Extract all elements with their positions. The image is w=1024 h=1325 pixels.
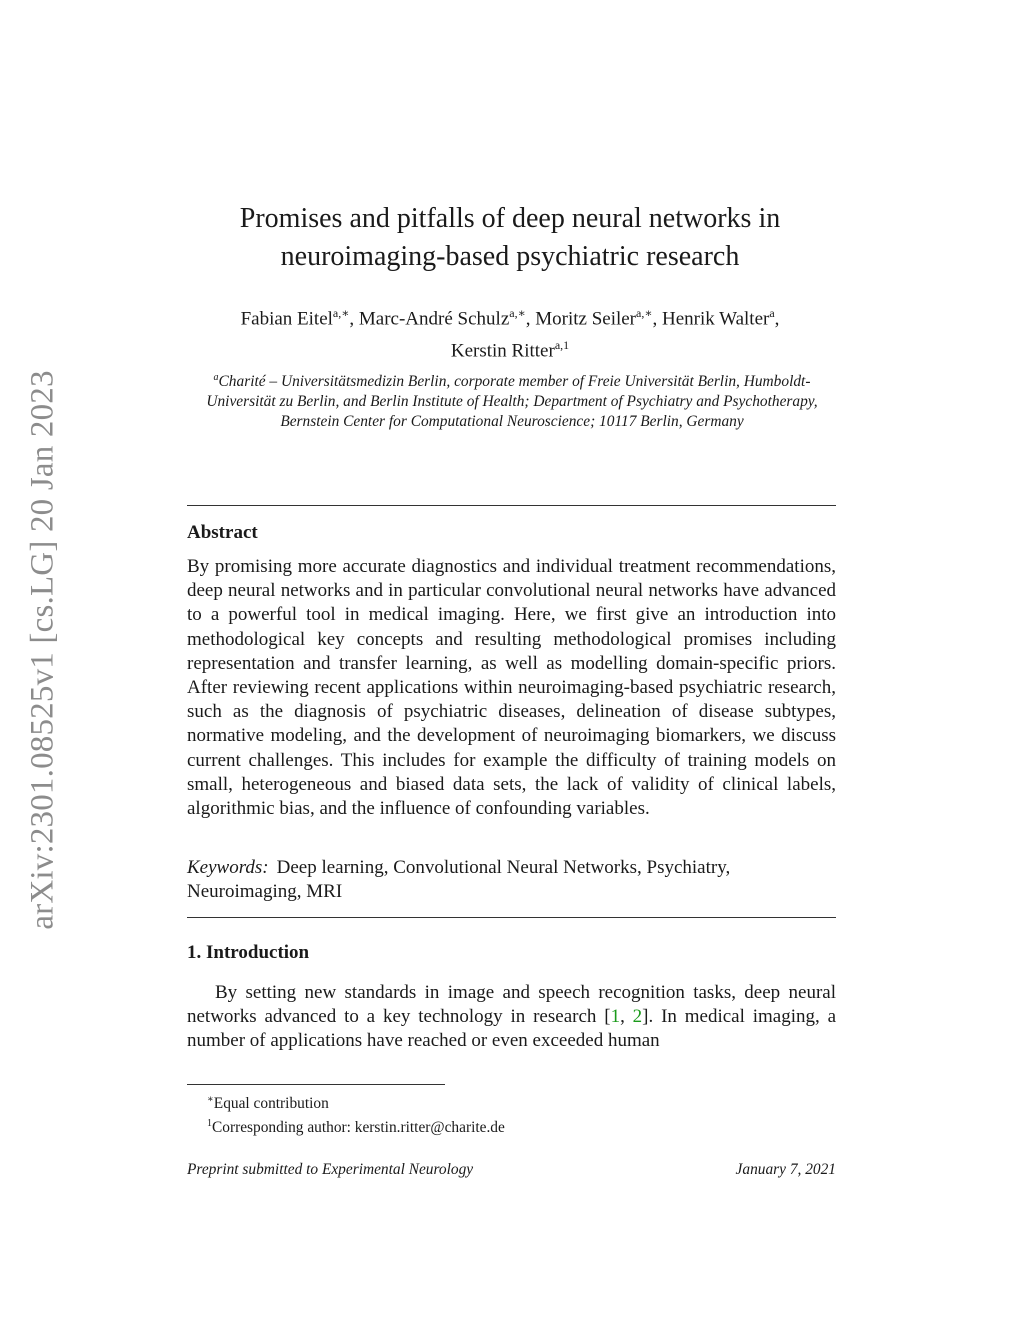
author-affiliation-mark: a: [769, 306, 775, 320]
author-name: Marc-André Schulz: [358, 308, 510, 330]
footnote-corresponding-author: [187, 1114, 827, 1138]
author-name: Henrik Walter: [662, 308, 770, 330]
intro-text-start: By setting new standards in image and speech recognition tasks, deep neural networks advanced to a key technology in research [: [187, 982, 836, 1028]
author-affiliation-mark: a,1: [554, 338, 570, 353]
intro-text-end: ]. In medical imaging, a number of applications have reached or even exceeded human: [187, 1006, 837, 1052]
keywords: [187, 856, 836, 904]
page-footer: [187, 1161, 836, 1179]
footnotes: [187, 1090, 827, 1137]
footnote-text: Corresponding author: kerstin.ritter@charite.de: [212, 1118, 505, 1136]
author-name: Kerstin Ritter: [450, 340, 555, 362]
abstract-bottom-rule: [187, 917, 836, 918]
affiliation-mark: a: [213, 372, 219, 383]
footer-journal: Preprint submitted to Experimental Neurology: [187, 1161, 474, 1178]
author-affiliation-mark: a,∗: [509, 306, 526, 320]
footer-date: January 7, 2021: [735, 1161, 836, 1178]
citation-link-2[interactable]: 2: [632, 1006, 643, 1028]
paper-title: [150, 200, 870, 276]
affiliation: [180, 368, 844, 432]
abstract-top-rule: [187, 505, 836, 506]
author-name: Moritz Seiler: [535, 308, 637, 330]
author-affiliation-mark: a,∗: [332, 306, 350, 320]
affiliation-text: Charité – Universitätsmedizin Berlin, corporate member of Freie Universität Berlin, Humboldt-Universität zu Berlin, and Berlin Institute of Health; Department of Psychiatry and Psychotherapy, Bernstein Center for Computational Neuroscience; 10117 Berlin, Germany: [206, 373, 818, 431]
citation-separator: ,: [620, 1006, 633, 1028]
footnote-equal-contribution: [187, 1090, 827, 1114]
author-affiliation-mark: a,∗: [636, 306, 653, 320]
footnote-rule: [187, 1084, 445, 1085]
title-line-1: Promises and pitfalls of deep neural networks in: [239, 203, 781, 234]
keywords-text: Deep learning, Convolutional Neural Networks, Psychiatry, Neuroimaging, MRI: [187, 857, 731, 903]
keywords-label: Keywords:: [187, 857, 269, 878]
introduction-paragraph: [187, 981, 836, 1054]
arxiv-stamp-text: arXiv:2301.08525v1 [cs.LG] 20 Jan 2023: [24, 370, 61, 930]
footnote-mark: ∗: [207, 1094, 214, 1105]
title-line-2: neuroimaging-based psychiatric research: [280, 241, 740, 272]
author-name: Fabian Eitel: [240, 308, 333, 330]
section-heading-introduction: 1. Introduction: [187, 942, 310, 963]
author-list: Fabian Eitel$^{a,∗}$, Marc-André Schulz$^{a,∗}$, Moritz Seiler$^{a,∗}$, Henrik Walter$^a$, Kerstin Ritter$^{a,1}$: [240, 306, 780, 362]
citation-link-1[interactable]: 1: [610, 1006, 621, 1028]
footnote-mark: 1: [207, 1117, 212, 1129]
abstract-text: By promising more accurate diagnostics and individual treatment recommendations, deep neural networks and in particular convolutional neural networks have advanced to a powerful tool in medical imaging. Here, we first give an introduction into methodological key concepts and resulting methodological promises including representation and transfer learning, as well as modelling domain-specific priors. After reviewing recent applications within neuroimaging-based psychiatric research, such as the diagnosis of psychiatric diseases, delineation of disease subtypes, normative modeling, and the development of neuroimaging biomarkers, we discuss current challenges. This includes for example the difficulty of training models on small, heterogeneous and biased data sets, the lack of validity of clinical labels, algorithmic bias, and the influence of confounding variables.: [187, 556, 836, 820]
abstract-heading: Abstract: [187, 522, 258, 543]
footnote-text: Equal contribution: [213, 1095, 329, 1113]
